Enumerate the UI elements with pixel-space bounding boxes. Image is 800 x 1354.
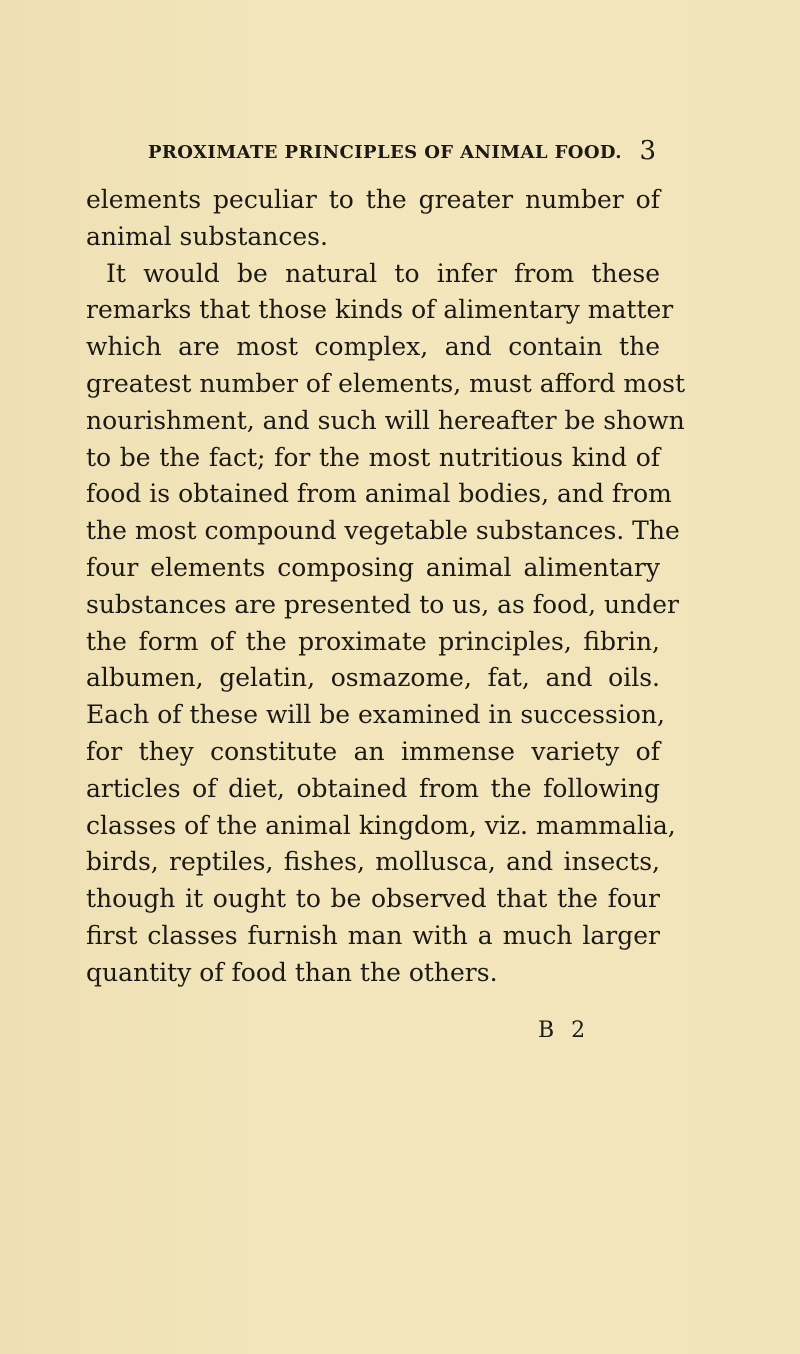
text-line: for they constitute an immense variety of <box>86 736 660 766</box>
text-line: albumen, gelatin, osmazome, fat, and oils. <box>86 663 660 693</box>
text-line: Each of these will be examined in succession, <box>86 700 665 730</box>
text-line: to be the fact; for the most nutritious kind of <box>86 442 660 472</box>
text-line: greatest number of elements, must afford most <box>86 368 686 398</box>
running-title: PROXIMATE PRINCIPLES OF ANIMAL FOOD. <box>148 142 622 163</box>
page-number: 3 <box>639 136 656 166</box>
text-line: food is obtained from animal bodies, and from <box>86 479 672 509</box>
signature-mark: B 2 <box>538 1018 591 1043</box>
text-line: classes of the animal kingdom, viz. mammalia, <box>86 810 676 840</box>
text-line: substances are presented to us, as food, under <box>86 589 680 619</box>
text-line: elements peculiar to the greater number of <box>86 185 660 214</box>
text-line: nourishment, and such will hereafter be shown <box>86 405 685 435</box>
text-line: animal substances. <box>86 221 328 251</box>
text-line: articles of diet, obtained from the following <box>86 773 660 803</box>
text-line: four elements composing animal alimentary <box>86 552 660 582</box>
text-line: first classes furnish man with a much larger <box>86 920 660 950</box>
text-line: though it ought to be observed that the four <box>86 884 660 914</box>
text-line: It would be natural to infer from these <box>106 258 660 288</box>
running-head <box>148 136 658 172</box>
text-line: the most compound vegetable substances. The <box>86 516 680 546</box>
text-line: birds, reptiles, fishes, mollusca, and insects, <box>86 847 660 877</box>
text-line: which are most complex, and contain the <box>86 332 660 362</box>
text-line: quantity of food than the others. <box>86 957 498 987</box>
body-text <box>86 182 686 987</box>
text-line: remarks that those kinds of alimentary matter <box>86 295 674 325</box>
text-line: the form of the proximate principles, fibrin, <box>86 626 660 656</box>
